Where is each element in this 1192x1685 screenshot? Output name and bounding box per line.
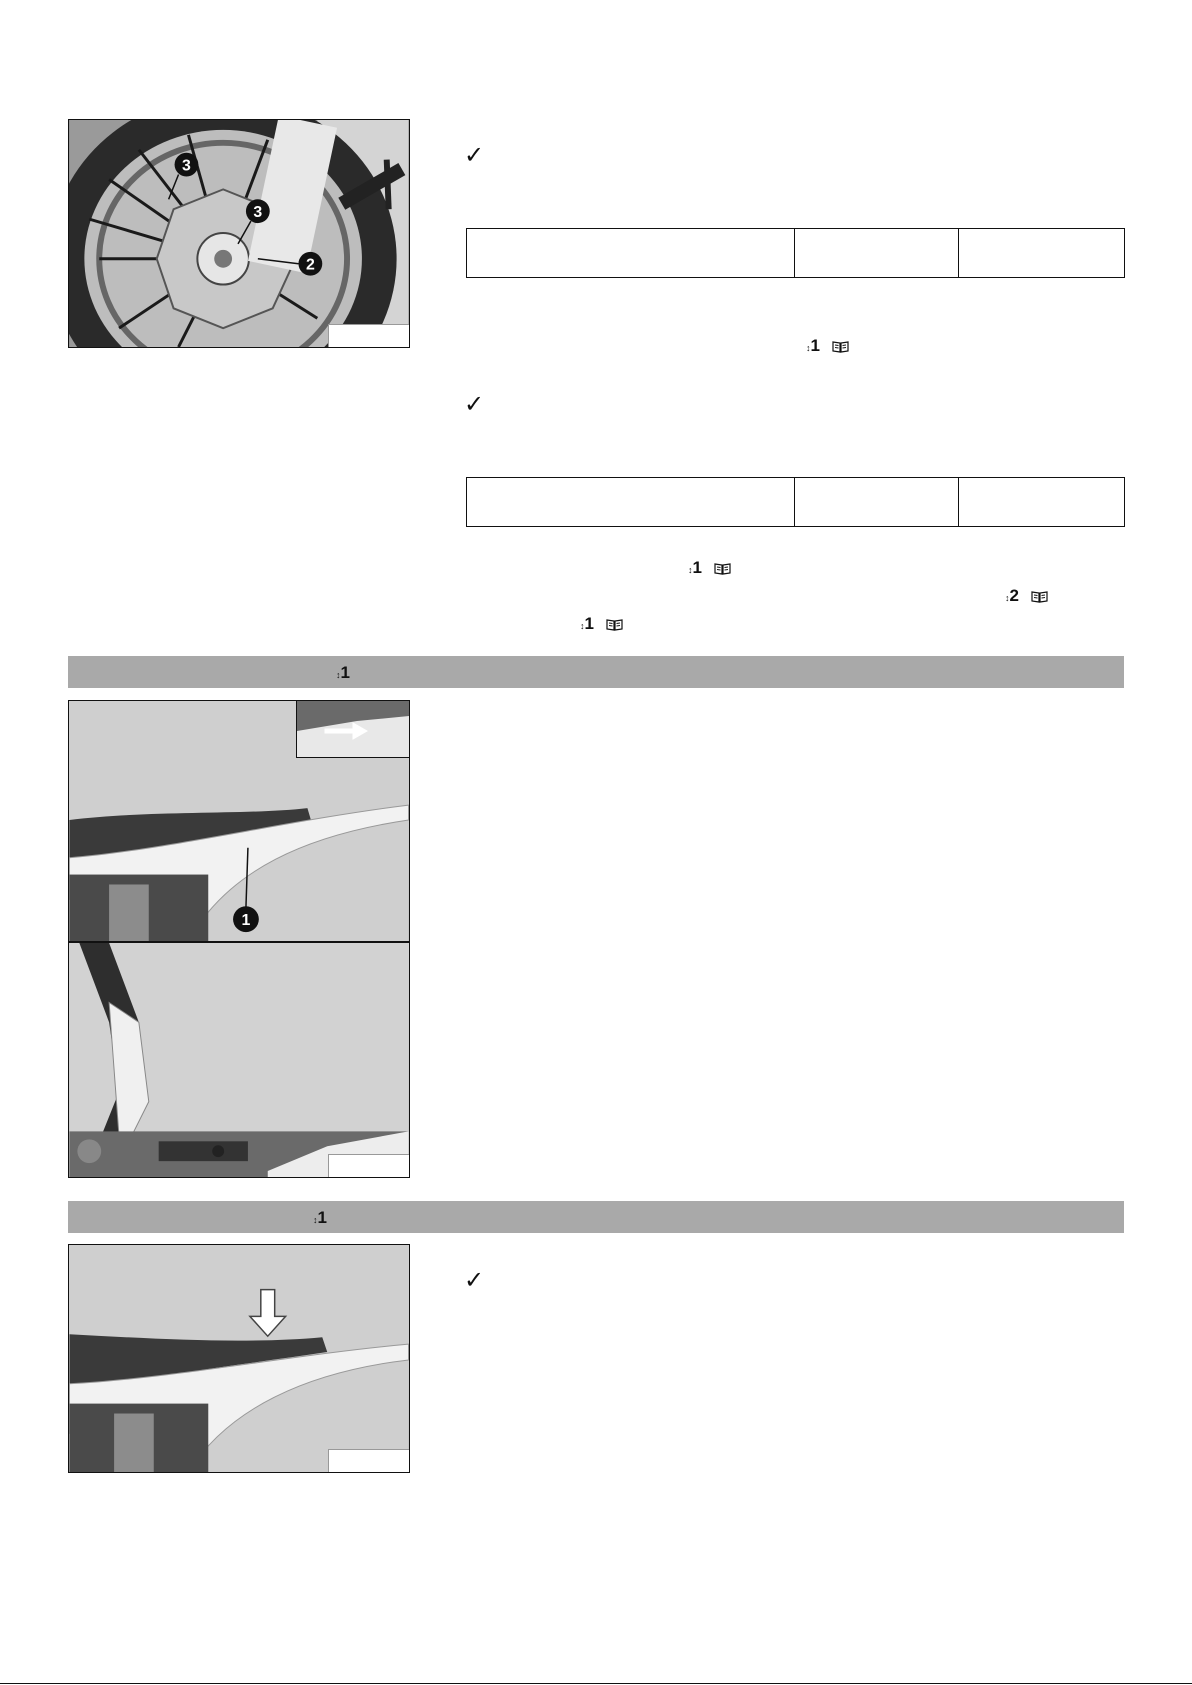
seat-install-illustration bbox=[69, 1245, 409, 1472]
tool-arrows-icon: ↕ bbox=[336, 670, 341, 680]
tool-arrows-icon: ↕ bbox=[1005, 593, 1010, 603]
manual-reference-icon bbox=[1031, 589, 1048, 602]
check-mark-icon: ✓ bbox=[464, 141, 485, 169]
manual-reference-icon bbox=[832, 339, 849, 352]
front-wheel-illustration bbox=[69, 120, 409, 347]
spec-cell-description bbox=[467, 229, 795, 278]
tool-level-indicator bbox=[336, 664, 350, 681]
tool-level-indicator bbox=[1005, 587, 1048, 604]
tool-level-indicator bbox=[313, 1209, 327, 1226]
tool-level: ↕1 bbox=[336, 663, 350, 682]
figure-seat-removal bbox=[68, 700, 410, 942]
tool-level: ↕1 bbox=[806, 336, 820, 355]
callout-3b: 3 bbox=[253, 204, 263, 222]
tool-arrows-icon: ↕ bbox=[580, 621, 585, 631]
tool-level-indicator bbox=[580, 615, 623, 632]
spec-cell-unit bbox=[959, 229, 1125, 278]
inset-detail bbox=[296, 701, 409, 758]
page-bottom-rule bbox=[0, 1683, 1192, 1684]
figure-id-box bbox=[328, 1154, 409, 1177]
figure-id-box bbox=[328, 324, 409, 347]
check-mark-icon: ✓ bbox=[464, 390, 485, 418]
figure-front-wheel bbox=[68, 119, 410, 348]
tool-arrows-icon: ↕ bbox=[688, 565, 693, 575]
spec-cell-description bbox=[467, 478, 795, 527]
tool-level: ↕1 bbox=[313, 1208, 327, 1227]
spec-table-2 bbox=[466, 477, 1125, 527]
section-header-bar bbox=[68, 656, 1124, 688]
tool-level: ↕1 bbox=[688, 558, 702, 577]
tool-arrows-icon: ↕ bbox=[806, 343, 811, 353]
manual-reference-icon bbox=[714, 561, 731, 574]
tool-level: ↕2 bbox=[1005, 586, 1019, 605]
check-mark-icon: ✓ bbox=[464, 1266, 485, 1294]
figure-frame-without-seat bbox=[68, 942, 410, 1178]
tool-arrows-icon: ↕ bbox=[313, 1215, 318, 1225]
callout-3a: 3 bbox=[182, 157, 191, 175]
tool-level: ↕1 bbox=[580, 614, 594, 633]
section-header-bar bbox=[68, 1201, 1124, 1233]
callout-1: 1 bbox=[241, 912, 251, 930]
manual-reference-icon bbox=[606, 617, 623, 630]
tool-level-indicator bbox=[688, 559, 731, 576]
figure-id-box bbox=[328, 1449, 409, 1472]
spec-cell-value bbox=[795, 478, 959, 527]
figure-seat-install bbox=[68, 1244, 410, 1473]
spec-cell-value bbox=[795, 229, 959, 278]
callout-2: 2 bbox=[305, 256, 315, 274]
spec-table-1 bbox=[466, 228, 1125, 278]
spec-cell-unit bbox=[959, 478, 1125, 527]
tool-level-indicator bbox=[806, 337, 849, 354]
frame-illustration bbox=[69, 943, 409, 1177]
